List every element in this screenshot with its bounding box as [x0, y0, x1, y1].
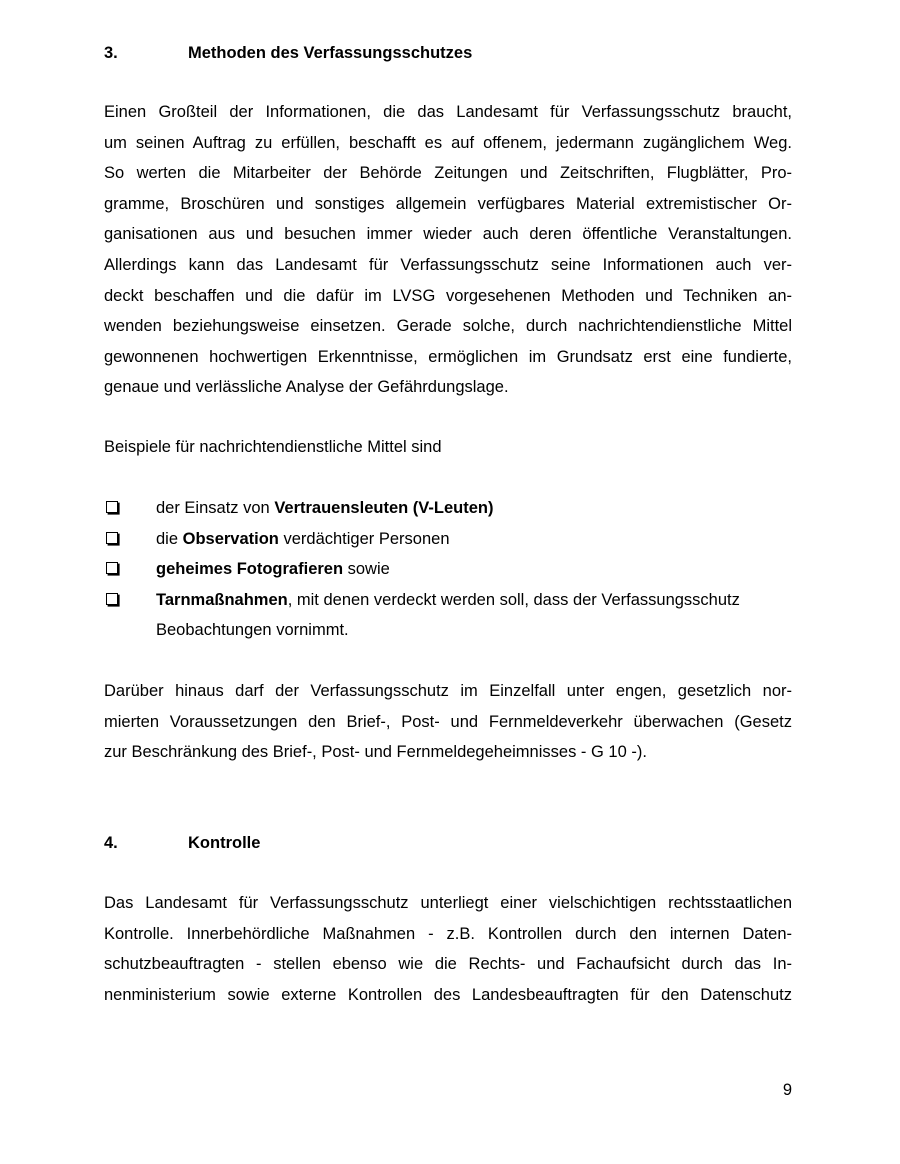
- text-line: Allerdings kann das Landesamt für Verfassungsschutz seine Informationen auch ver-: [104, 255, 792, 274]
- text-line: Darüber hinaus darf der Verfassungsschutz im Einzelfall unter engen, gesetzlich nor-: [104, 682, 792, 700]
- text-line: deckt beschaffen und die dafür im LVSG vorgesehenen Methoden und Techniken an-: [104, 286, 792, 305]
- section-3-paragraph-1: [104, 97, 792, 403]
- section-4-heading: [104, 833, 260, 853]
- text-line: mierten Voraussetzungen den Brief-, Post- und Fernmeldeverkehr überwachen (Gesetz: [104, 712, 792, 731]
- text-line: So werten die Mitarbeiter der Behörde Zeitungen und Zeitschriften, Flugblätter, Pro-: [104, 164, 792, 183]
- checkbox-bullet-icon: [106, 501, 118, 513]
- text-line: schutzbeauftragten - stellen ebenso wie die Rechts- und Fachaufsicht durch das In-: [104, 955, 792, 974]
- list-item: [104, 585, 792, 646]
- text-line: um seinen Auftrag zu erfüllen, beschafft es auf offenem, jedermann zugänglichem Weg.: [104, 133, 792, 152]
- text-line: genaue und verlässliche Analyse der Gefährdungslage.: [104, 378, 509, 397]
- list-item-text: , mit denen verdeckt werden soll, dass der Verfassungsschutz Beobachtungen vornimmt.: [156, 590, 740, 640]
- checkbox-bullet-icon: [106, 593, 118, 605]
- list-item-bold-text: Observation: [182, 529, 279, 548]
- text-line: Kontrolle. Innerbehördliche Maßnahmen - z.B. Kontrollen durch den internen Daten-: [104, 924, 792, 943]
- page-number: 9: [782, 1081, 792, 1099]
- list-item: [104, 493, 792, 524]
- section-3-paragraph-2: [104, 676, 792, 768]
- text-line: gewonnenen hochwertigen Erkenntnisse, ermöglichen im Grundsatz erst eine fundierte,: [104, 347, 792, 366]
- section-4-title: Kontrolle: [188, 834, 261, 852]
- text-line: Einen Großteil der Informationen, die das Landesamt für Verfassungsschutz braucht,: [104, 103, 792, 121]
- text-line: gramme, Broschüren und sonstiges allgemein verfügbares Material extremistischer Or-: [104, 194, 792, 213]
- list-item-text: verdächtiger Personen: [278, 529, 450, 548]
- section-4-paragraph-1: [104, 888, 792, 1010]
- list-item-bold-text: Tarnmaßnahmen: [156, 590, 288, 609]
- list-item-bold-text: Vertrauensleuten (V-Leuten): [274, 499, 494, 517]
- section-4-number: 4.: [104, 834, 118, 852]
- checkbox-bullet-icon: [106, 532, 118, 544]
- section-3-number: 3.: [104, 44, 118, 62]
- list-item-text: sowie: [343, 560, 390, 579]
- text-line: zur Beschränkung des Brief-, Post- und Fernmeldegeheimnisses - G 10 -).: [104, 743, 647, 762]
- list-item-bold-text: geheimes Fotografieren: [156, 560, 344, 579]
- text-line: wenden beziehungsweise einsetzen. Gerade solche, durch nachrichtendienstliche Mittel: [104, 317, 792, 336]
- section-3-heading: [104, 43, 472, 63]
- list-item: [104, 554, 792, 585]
- checkbox-bullet-icon: [106, 562, 118, 574]
- text-line: nenministerium sowie externe Kontrollen des Landesbeauftragten für den Datenschutz: [104, 985, 792, 1004]
- list-item-text: der Einsatz von: [156, 499, 275, 517]
- list-item-text: die: [156, 529, 183, 548]
- text-line: ganisationen aus und besuchen immer wieder auch deren öffentliche Veranstaltungen.: [104, 225, 792, 244]
- list-item: [104, 524, 792, 555]
- section-3-title: Methoden des Verfassungsschutzes: [188, 44, 473, 62]
- section-3-intro: Beispiele für nachrichtendienstliche Mittel sind: [104, 438, 442, 456]
- text-line: Das Landesamt für Verfassungsschutz unterliegt einer vielschichtigen rechtsstaatlichen: [104, 894, 792, 912]
- section-3-bullet-list: [104, 493, 792, 646]
